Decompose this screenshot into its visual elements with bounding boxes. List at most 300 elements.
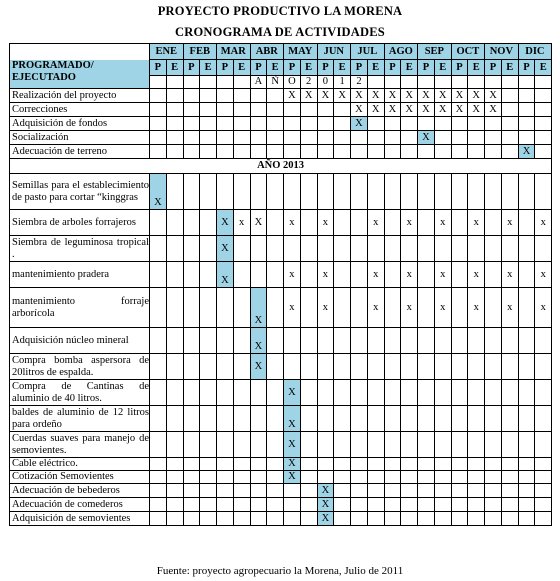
schedule-cell [300,117,317,131]
schedule-mark: X [284,432,301,458]
schedule-cell [535,484,552,498]
schedule-cell [250,103,267,117]
schedule-cell [267,498,284,512]
section-title-2013: AÑO 2013 [10,159,552,174]
schedule-cell [233,131,250,145]
schedule-cell [284,512,301,526]
schedule-cell [200,288,217,328]
activity-row [10,262,552,288]
empty-cell [367,76,384,89]
source-footnote: Fuente: proyecto agropecuario la Morena, Julio de 2011 [156,565,404,577]
schedule-cell [267,380,284,406]
schedule-cell [150,458,167,471]
schedule-cell [384,328,401,354]
schedule-cell [300,145,317,159]
schedule-mark: X [401,89,418,103]
programado-col-header: P [451,60,468,76]
schedule-mark: X [250,288,267,328]
schedule-cell [150,236,167,262]
schedule-cell [166,512,183,526]
schedule-cell [351,328,368,354]
schedule-cell [217,145,234,159]
schedule-mark: X [284,458,301,471]
schedule-cell [535,458,552,471]
schedule-cell [501,354,518,380]
activity-row [10,117,552,131]
schedule-cell [284,328,301,354]
schedule-cell [233,103,250,117]
month-header-abr: ABR [250,44,284,60]
schedule-cell [284,117,301,131]
schedule-cell [485,458,502,471]
schedule-cell [334,210,351,236]
schedule-mark: X [250,328,267,354]
empty-cell [535,76,552,89]
activity-row [10,236,552,262]
schedule-cell [217,117,234,131]
schedule-cell [451,498,468,512]
schedule-cell [351,262,368,288]
schedule-cell [418,432,435,458]
empty-cell [233,76,250,89]
schedule-cell [200,512,217,526]
schedule-cell [468,131,485,145]
schedule-cell [250,432,267,458]
schedule-mark: X [284,471,301,484]
year-2012-letter: 0 [317,76,334,89]
empty-cell [183,76,200,89]
schedule-mark: x [317,210,334,236]
schedule-mark: X [317,498,334,512]
schedule-cell [451,145,468,159]
schedule-cell [183,328,200,354]
schedule-cell [183,89,200,103]
programado-col-header: P [217,60,234,76]
schedule-mark: x [317,288,334,328]
schedule-cell [166,432,183,458]
schedule-cell [200,131,217,145]
schedule-cell [535,117,552,131]
activity-label: Compra bomba aspersora de 20litros de espalda. [10,354,150,380]
schedule-cell [451,354,468,380]
schedule-cell [183,380,200,406]
ejecutado-col-header: E [367,60,384,76]
schedule-cell [150,210,167,236]
schedule-mark: x [401,262,418,288]
schedule-cell [217,498,234,512]
document-title: PROYECTO PRODUCTIVO LA MORENA [157,4,403,18]
schedule-mark: X [468,89,485,103]
schedule-cell [418,458,435,471]
empty-cell [384,76,401,89]
schedule-cell [451,471,468,484]
schedule-cell [300,262,317,288]
schedule-cell [284,354,301,380]
programado-col-header: P [384,60,401,76]
schedule-cell [200,210,217,236]
schedule-mark: X [418,89,435,103]
schedule-mark: X [367,103,384,117]
ejecutado-col-header: E [334,60,351,76]
schedule-cell [401,471,418,484]
schedule-cell [183,458,200,471]
schedule-cell [418,174,435,210]
schedule-cell [351,236,368,262]
schedule-cell [451,328,468,354]
schedule-cell [418,117,435,131]
activity-row [10,498,552,512]
schedule-cell [401,328,418,354]
schedule-cell [451,288,468,328]
schedule-mark: X [418,103,435,117]
schedule-mark: X [351,89,368,103]
schedule-cell [250,262,267,288]
schedule-cell [468,432,485,458]
schedule-cell [351,145,368,159]
schedule-mark: x [535,210,552,236]
schedule-cell [518,131,535,145]
schedule-cell [166,354,183,380]
schedule-cell [518,236,535,262]
schedule-cell [300,210,317,236]
schedule-cell [518,458,535,471]
schedule-cell [267,288,284,328]
schedule-cell [434,174,451,210]
schedule-cell [434,498,451,512]
schedule-cell [384,512,401,526]
schedule-cell [284,103,301,117]
schedule-cell [334,174,351,210]
schedule-cell [384,498,401,512]
schedule-cell [351,210,368,236]
schedule-cell [434,458,451,471]
schedule-cell [183,236,200,262]
activity-row [10,406,552,432]
schedule-cell [150,512,167,526]
schedule-cell [150,498,167,512]
schedule-mark: X [401,103,418,117]
month-header-feb: FEB [183,44,217,60]
schedule-mark: x [535,288,552,328]
schedule-cell [166,471,183,484]
schedule-cell [535,498,552,512]
schedule-cell [351,458,368,471]
section-row-2013 [10,159,552,174]
schedule-cell [284,484,301,498]
schedule-cell [367,380,384,406]
schedule-cell [267,103,284,117]
ejecutado-col-header: E [434,60,451,76]
schedule-cell [501,484,518,498]
header-label [10,60,150,89]
schedule-cell [300,458,317,471]
schedule-cell [367,458,384,471]
schedule-cell [300,498,317,512]
ejecutado-col-header: E [501,60,518,76]
schedule-cell [384,117,401,131]
schedule-cell [351,380,368,406]
schedule-cell [250,512,267,526]
schedule-cell [267,236,284,262]
schedule-mark: x [367,210,384,236]
schedule-cell [267,512,284,526]
schedule-cell [468,471,485,484]
schedule-cell [468,458,485,471]
schedule-cell [384,406,401,432]
header-label-line1: PROGRAMADO/ [12,59,94,71]
programado-col-header: P [183,60,200,76]
activity-label: Compra de Cantinas de aluminio de 40 litros. [10,380,150,406]
schedule-cell [250,458,267,471]
schedule-cell [418,354,435,380]
empty-cell [200,76,217,89]
schedule-mark: X [317,484,334,498]
activity-label: Adquisición de fondos [10,117,150,131]
schedule-cell [267,210,284,236]
schedule-cell [200,117,217,131]
schedule-cell [233,354,250,380]
schedule-mark: X [317,89,334,103]
schedule-cell [300,174,317,210]
schedule-cell [250,380,267,406]
schedule-mark: X [384,89,401,103]
schedule-cell [535,103,552,117]
schedule-cell [518,117,535,131]
schedule-cell [518,288,535,328]
schedule-cell [434,432,451,458]
empty-cell [401,76,418,89]
schedule-cell [434,145,451,159]
schedule-cell [334,117,351,131]
month-header-row [10,44,552,60]
schedule-cell [267,354,284,380]
schedule-cell [334,458,351,471]
schedule-cell [518,380,535,406]
schedule-cell [267,89,284,103]
schedule-mark: X [250,354,267,380]
schedule-cell [418,380,435,406]
schedule-mark: X [518,145,535,159]
schedule-cell [317,406,334,432]
schedule-cell [501,103,518,117]
ejecutado-col-header: E [401,60,418,76]
schedule-cell [150,288,167,328]
schedule-cell [300,512,317,526]
schedule-cell [233,328,250,354]
empty-cell [518,76,535,89]
schedule-cell [334,288,351,328]
schedule-cell [183,174,200,210]
schedule-cell [401,512,418,526]
schedule-cell [418,484,435,498]
schedule-cell [485,288,502,328]
schedule-mark: x [468,262,485,288]
schedule-cell [518,512,535,526]
schedule-cell [401,131,418,145]
schedule-cell [451,484,468,498]
schedule-cell [183,103,200,117]
schedule-cell [451,262,468,288]
schedule-cell [384,432,401,458]
schedule-cell [317,458,334,471]
activity-row [10,103,552,117]
schedule-cell [317,328,334,354]
schedule-cell [217,432,234,458]
schedule-cell [217,380,234,406]
schedule-cell [501,236,518,262]
schedule-cell [200,328,217,354]
schedule-cell [418,471,435,484]
schedule-cell [485,354,502,380]
schedule-cell [367,484,384,498]
schedule-mark: x [401,210,418,236]
pe-header-row [10,60,552,76]
schedule-cell [501,174,518,210]
schedule-cell [166,174,183,210]
activity-label: Adecuación de terreno [10,145,150,159]
schedule-cell [200,406,217,432]
schedule-cell [317,131,334,145]
schedule-cell [334,484,351,498]
schedule-cell [468,328,485,354]
schedule-cell [384,262,401,288]
schedule-cell [200,432,217,458]
schedule-cell [284,145,301,159]
schedule-cell [166,103,183,117]
schedule-cell [233,174,250,210]
activity-label: Adquisición de semovientes [10,512,150,526]
schedule-cell [334,512,351,526]
schedule-cell [367,131,384,145]
schedule-cell [334,103,351,117]
empty-cell [501,76,518,89]
schedule-cell [451,512,468,526]
schedule-mark: X [468,103,485,117]
schedule-cell [334,498,351,512]
schedule-cell [384,354,401,380]
schedule-cell [183,117,200,131]
schedule-mark: x [284,262,301,288]
schedule-cell [334,131,351,145]
ejecutado-col-header: E [535,60,552,76]
schedule-mark: x [367,288,384,328]
schedule-cell [300,484,317,498]
schedule-cell [451,432,468,458]
schedule-cell [200,145,217,159]
activity-row [10,328,552,354]
year-2012-letter: 2 [351,76,368,89]
schedule-cell [418,145,435,159]
schedule-cell [217,471,234,484]
schedule-cell [518,354,535,380]
schedule-cell [317,432,334,458]
schedule-cell [501,406,518,432]
activity-row [10,354,552,380]
schedule-mark: X [284,380,301,406]
schedule-cell [233,117,250,131]
schedule-cell [183,210,200,236]
schedule-cell [217,103,234,117]
schedule-cell [451,117,468,131]
activity-label: mantenimiento forraje arborícola [10,288,150,328]
schedule-cell [367,117,384,131]
schedule-cell [418,262,435,288]
activity-row [10,210,552,236]
schedule-mark: X [150,174,167,210]
schedule-cell [535,328,552,354]
ejecutado-col-header: E [166,60,183,76]
schedule-cell [518,406,535,432]
schedule-cell [351,354,368,380]
schedule-table [9,43,552,526]
schedule-cell [485,262,502,288]
schedule-cell [217,89,234,103]
schedule-cell [351,498,368,512]
empty-cell [434,76,451,89]
schedule-cell [166,262,183,288]
schedule-mark: x [233,210,250,236]
schedule-cell [401,174,418,210]
schedule-cell [200,471,217,484]
schedule-cell [468,174,485,210]
activity-row [10,288,552,328]
schedule-cell [267,471,284,484]
schedule-cell [150,103,167,117]
schedule-cell [317,471,334,484]
schedule-mark: X [351,103,368,117]
schedule-cell [384,288,401,328]
schedule-cell [334,262,351,288]
schedule-cell [451,380,468,406]
schedule-cell [166,117,183,131]
schedule-mark: X [434,89,451,103]
schedule-cell [267,131,284,145]
schedule-cell [468,484,485,498]
schedule-cell [217,354,234,380]
activity-row [10,471,552,484]
ejecutado-col-header: E [233,60,250,76]
schedule-cell [485,131,502,145]
schedule-cell [535,236,552,262]
schedule-cell [267,145,284,159]
schedule-cell [401,432,418,458]
schedule-cell [434,131,451,145]
schedule-cell [485,484,502,498]
schedule-cell [451,406,468,432]
activity-label: Siembra de arboles forrajeros [10,210,150,236]
activity-label: Semillas para el establecimiento de pasto para cortar “kinggras [10,174,150,210]
schedule-mark: x [535,262,552,288]
schedule-cell [501,458,518,471]
schedule-cell [233,236,250,262]
schedule-cell [267,484,284,498]
schedule-cell [183,354,200,380]
schedule-cell [485,380,502,406]
schedule-cell [200,103,217,117]
schedule-cell [183,145,200,159]
month-header-sep: SEP [418,44,452,60]
activity-row [10,131,552,145]
schedule-cell [183,131,200,145]
schedule-cell [351,432,368,458]
schedule-mark: x [501,210,518,236]
schedule-cell [518,498,535,512]
month-header-jul: JUL [351,44,385,60]
month-header-ene: ENE [150,44,184,60]
schedule-cell [485,498,502,512]
schedule-cell [166,89,183,103]
activity-label: Adecuación de comederos [10,498,150,512]
